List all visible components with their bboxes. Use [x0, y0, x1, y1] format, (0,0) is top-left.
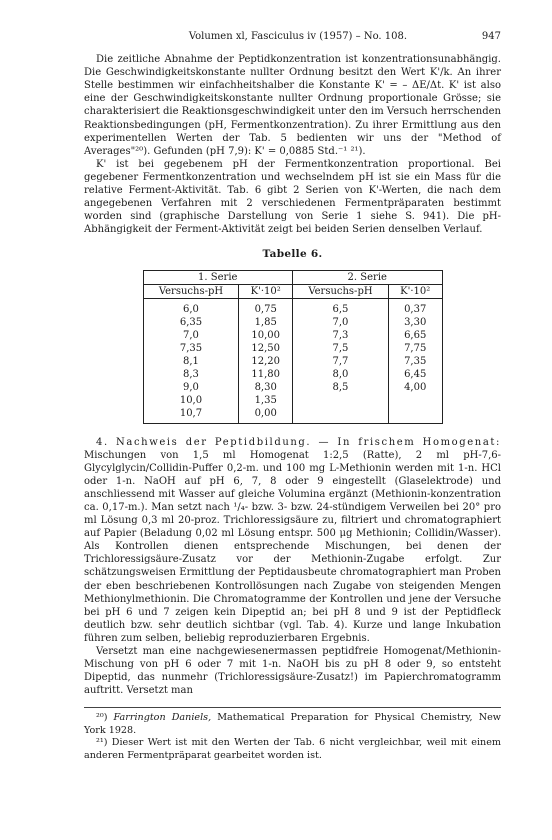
- col-k-header: K'·10²: [239, 284, 293, 298]
- paragraph-peptide-detection: [84, 436, 501, 646]
- col-k-header: K'·10²: [388, 284, 442, 298]
- series-2-ph-values: 6,5 7,0 7,3 7,5 7,7 8,0 8,5: [292, 298, 388, 423]
- series-2-k-values: 0,37 3,30 6,65 7,75 7,35 6,45 4,00: [388, 298, 442, 423]
- table-6: [143, 270, 443, 424]
- footnote-21: ²¹) Dieser Wert ist mit den Werten der Tab. 6 nicht vergleichbar, weil mit einem anderen Fermentpräparat gearbeitet worden ist.: [84, 737, 501, 761]
- paragraph-ferment-activity: K' ist bei gegebenem pH der Fermentkonzentration proportional. Bei gegebener Fermentkonzentration und wechselndem pH ist sie ein Mass für die relative Ferment-Aktivität. Tab. 6 gibt 2 Serien von K'-Werten, die nach dem angegebenen Verfahren mit 2 verschiedenen Fermentpräparaten bestimmt worden sind (graphische Darstellung von Serie 1 siehe S. 941). Die pH-Abhängigkeit der Ferment-Aktivität zeigt bei beiden Serien denselben Verlauf.: [84, 158, 501, 236]
- section-heading: 4. Nachweis der Peptidbildung. — In frischem Homogenat:: [96, 436, 501, 448]
- table-title: Tabelle 6.: [262, 248, 323, 261]
- paragraph-rate-constant: Die zeitliche Abnahme der Peptidkonzentration ist konzentrationsunabhängig. Die Geschwindigkeitskonstante nullter Ordnung besitzt den Wert K'/k. An ihrer Stelle bestimmen wir einfachheitshalber die Konstante K' = – ΔE/Δt. K' ist also eine der Geschwindigkeitskonstante nullter Ordnung proportionale Grösse; sie charakterisiert die Reaktionsgeschwindigkeit unter den im Versuch herrschenden Reaktionsbedingungen (pH, Fermentkonzentration). Zu ihrer Ermittlung aus den experimentellen Werten der Tab. 5 bedienten wir uns der "Method of Averages"²⁰). Gefunden (pH 7,9): K' = 0,0885 Std.⁻¹ ²¹).: [84, 54, 501, 157]
- page-number: 947: [481, 31, 501, 42]
- footnote-20-author: Farrington Daniels,: [113, 712, 212, 724]
- page-header: [84, 30, 501, 43]
- series-1-header: 1. Serie: [143, 270, 292, 284]
- footnotes: [84, 707, 501, 762]
- col-ph-header: Versuchs-pH: [143, 284, 239, 298]
- col-ph-header: Versuchs-pH: [292, 284, 388, 298]
- section-body: Mischungen von 1,5 ml Homogenat 1:2,5 (Ratte), 2 ml pH-7,6-Glycylglycin/Collidin-Puffer 0,2-m. und 100 mg L-Methionin werden mit 1-n. HCl oder 1-n. NaOH auf pH 6, 7, 8 oder 9 eingestellt (Glaselektrode) und anschliessend mit Wasser auf gleiche Volumina ergänzt (Methionin-konzentration ca. 0,17-m.). Man setzt nach ¹/₄- bzw. 3- bzw. 24-stündigem Verweilen bei 20° pro ml Lösung 0,3 ml 20-proz. Trichloressigsäure zu, filtriert und chromatographiert auf Papier (Beladung 0,02 ml Lösung entspr. 500 μg Methionin; Collidin/Wasser). Als Kontrollen dienen entsprechende Mischungen, bei denen der Trichloressigsäure-Zusatz vor der Methionin-Zugabe erfolgt. Zur schätzungsweisen Ermittlung der Peptidausbeute chromatographiert man Proben der eben beschriebenen Kontrollösungen nach Zugabe von steigenden Mengen Methionylmethionin. Die Chromatogramme der Kontrollen und jene der Versuche bei pH 6 und 7 zeigen kein Dipeptid an; bei pH 8 und 9 ist der Peptidfleck deutlich bzw. sehr deutlich sichtbar (vgl. Tab. 4). Kurze und lange Inkubation führen zum selben, beliebig reproduzierbaren Ergebnis.: [84, 449, 501, 644]
- paragraph-dipeptide-formation: Versetzt man eine nachgewiesenermassen peptidfreie Homogenat/Methionin-Mischung von pH 6 oder 7 mit 1-n. NaOH bis zu pH 8 oder 9, so entsteht Dipeptid, das nunmehr (Trichloressigsäure-Zusatz!) im Papierchromatogramm auftritt. Versetzt man: [84, 646, 501, 697]
- page: [84, 30, 501, 762]
- series-2-header: 2. Serie: [292, 270, 442, 284]
- footnote-20: ²⁰) Farrington Daniels, Mathematical Preparation for Physical Chemistry, New York 1928.: [84, 712, 501, 736]
- series-1-k-values: 0,75 1,85 10,00 12,50 12,20 11,80 8,30 1,35 0,00: [239, 298, 293, 423]
- series-1-ph-values: 6,0 6,35 7,0 7,35 8,1 8,3 9,0 10,0 10,7: [143, 298, 239, 423]
- running-head: Volumen xl, Fasciculus iv (1957) – No. 108.: [188, 31, 408, 42]
